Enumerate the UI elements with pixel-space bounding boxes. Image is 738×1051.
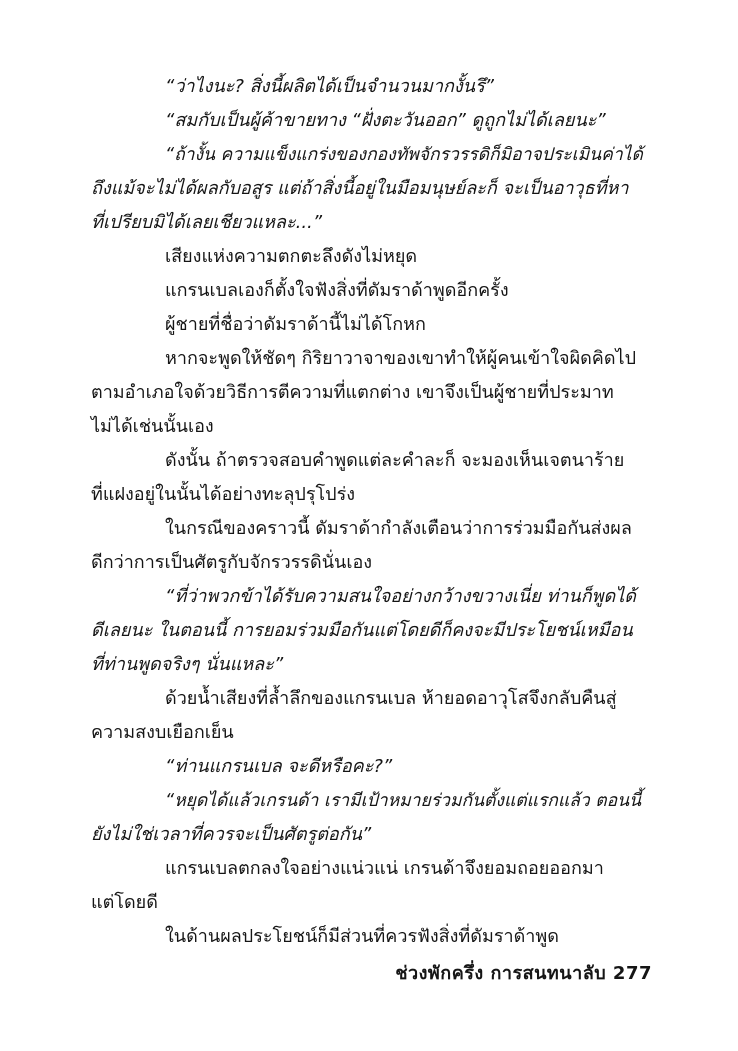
narration-line: ที่แฝงอยู่ในนั้นได้อย่างทะลุปรุโปร่ง (91, 484, 356, 505)
narration-line: ดีกว่าการเป็นศัตรูกับจักรวรรดินั่นเอง (91, 552, 373, 573)
dialogue-line: “หยุดได้แล้วเกรนด้า เรามีเป้าหมายร่วมกันตั้งแต่แรกแล้ว ตอนนี้ (165, 791, 642, 811)
dialogue-line: ถึงแม้จะไม่ได้ผลกับอสูร แต่ถ้าสิ่งนี้อยู่ในมือมนุษย์ละก็ จะเป็นอาวุธที่หา (91, 178, 629, 199)
narration-line: ตามอำเภอใจด้วยวิธีการตีความที่แตกต่าง เขาจึงเป็นผู้ชายที่ประมาท (91, 382, 614, 403)
dialogue-line: “ถ้างั้น ความแข็งแกร่งของกองทัพจักรวรรดิก็มิอาจประเมินค่าได้ (165, 145, 643, 165)
narration-line: เสียงแห่งความตกตะลึงดังไม่หยุด (165, 246, 418, 267)
dialogue-line: ที่เปรียบมิได้เลยเชียวแหละ...” (91, 212, 323, 233)
dialogue-line: “สมกับเป็นผู้ค้าขายทาง “ฝั่งตะวันออก” ดูถูกไม่ได้เลยนะ” (165, 110, 606, 131)
dialogue-line: ที่ท่านพูดจริงๆ นั่นแหละ” (91, 654, 284, 675)
narration-line: หากจะพูดให้ชัดๆ กิริยาวาจาของเขาทำให้ผู้คนเข้าใจผิดคิดไป (165, 348, 637, 369)
running-footer: ช่วงพักครึ่ง การสนทนาลับ 277 (395, 963, 652, 984)
narration-line: ในด้านผลประโยชน์ก็มีส่วนที่ควรฟังสิ่งที่ดัมราด้าพูด (165, 926, 559, 947)
dialogue-line: ยังไม่ใช่เวลาที่ควรจะเป็นศัตรูต่อกัน” (91, 824, 372, 845)
dialogue-line: “ว่าไงนะ? สิ่งนี้ผลิตได้เป็นจำนวนมากงั้นรึ” (165, 76, 494, 97)
narration-line: แกรนเบลตกลงใจอย่างแน่วแน่ เกรนด้าจึงยอมถอยออกมา (165, 858, 604, 879)
dialogue-line: “ท่านแกรนเบล จะดีหรือคะ?” (165, 756, 393, 777)
narration-line: ความสงบเยือกเย็น (91, 722, 234, 743)
dialogue-line: “ที่ว่าพวกข้าได้รับความสนใจอย่างกว้างขวางเนี่ย ท่านก็พูดได้ (165, 586, 636, 607)
narration-line: ด้วยน้ำเสียงที่ล้ำลึกของแกรนเบล ห้ายอดอาวุโสจึงกลับคืนสู่ (165, 688, 617, 709)
narration-line: ไม่ได้เช่นนั้นเอง (91, 416, 214, 437)
narration-line: ในกรณีของคราวนี้ ดัมราด้ากำลังเตือนว่าการร่วมมือกันส่งผล (165, 518, 632, 539)
narration-line: ผู้ชายที่ชื่อว่าดัมราด้านี้ไม่ได้โกหก (165, 314, 426, 335)
body-text (91, 70, 651, 954)
dialogue-line: ดีเลยนะ ในตอนนี้ การยอมร่วมมือกันแต่โดยดีก็คงจะมีประโยชน์เหมือน (91, 620, 633, 641)
narration-line: แกรนเบลเองก็ตั้งใจฟังสิ่งที่ดัมราด้าพูดอีกครั้ง (165, 280, 509, 301)
narration-line: แต่โดยดี (91, 892, 158, 913)
narration-line: ดังนั้น ถ้าตรวจสอบคำพูดแต่ละคำละก็ จะมองเห็นเจตนาร้าย (165, 450, 625, 471)
